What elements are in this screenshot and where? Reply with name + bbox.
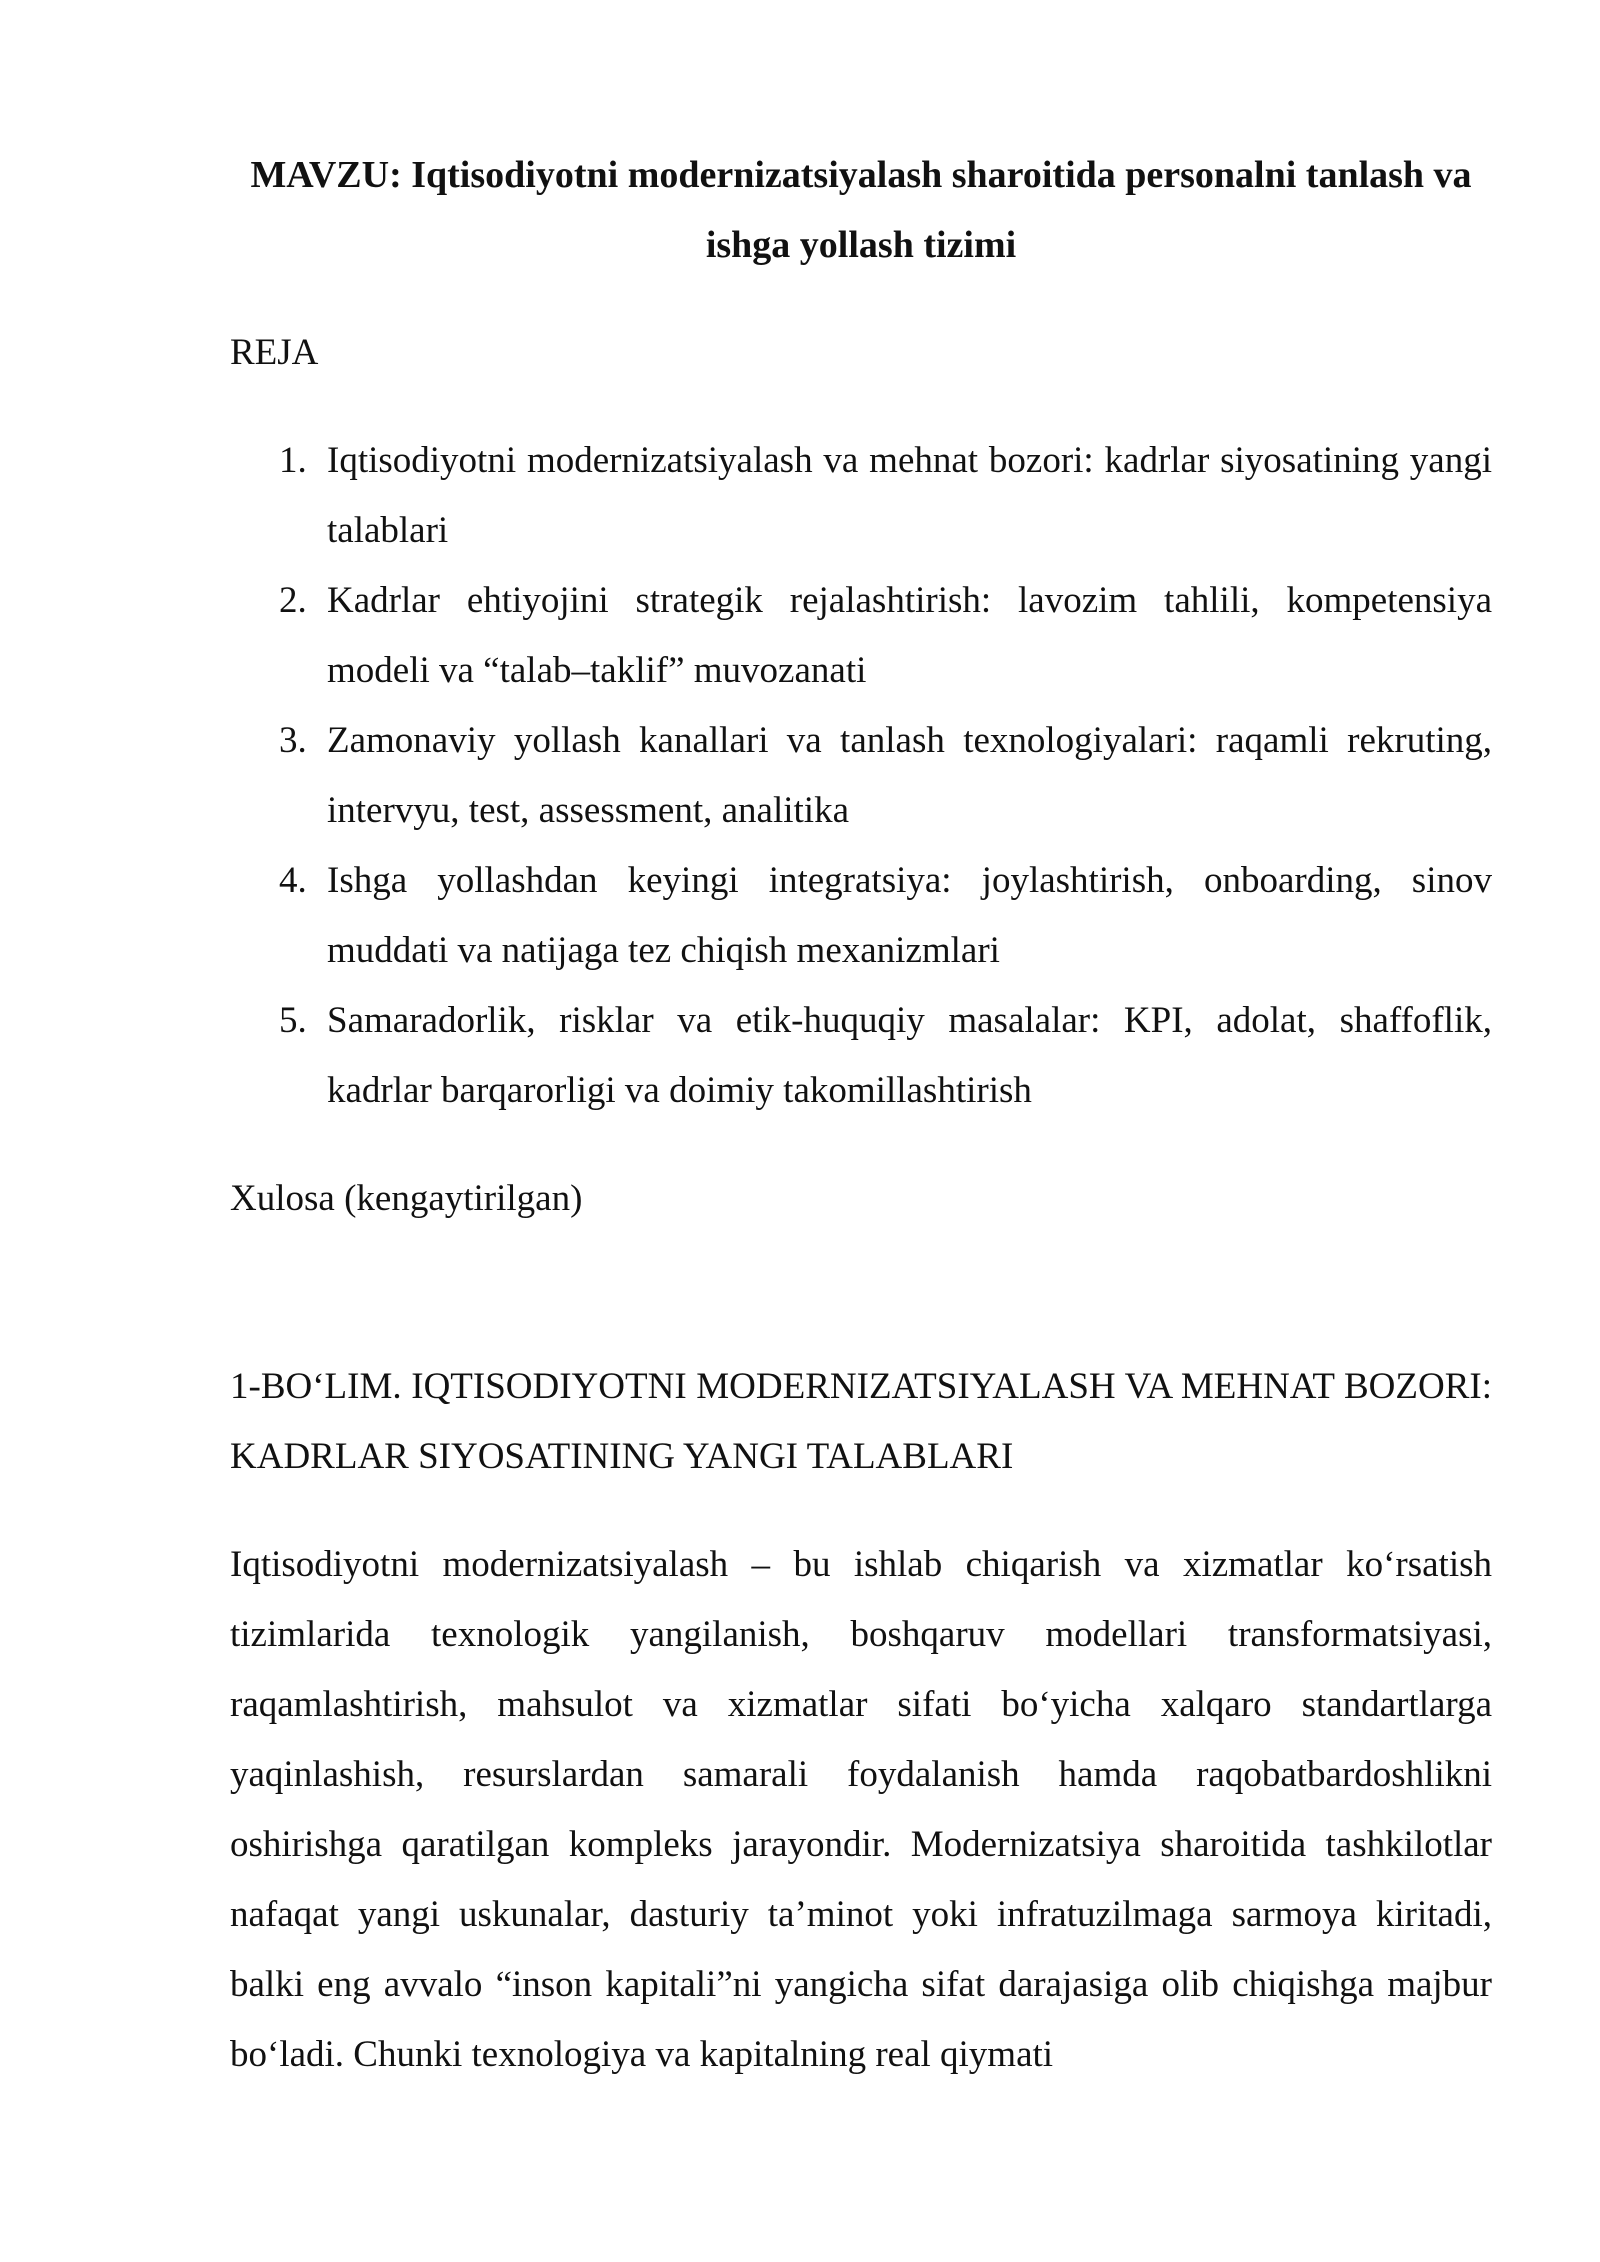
plan-item-number: 3. [279, 720, 307, 761]
plan-item-text: Kadrlar ehtiyojini strategik rejalashtirish: lavozim tahlili, kompetensiya modeli va “talab–taklif” muvozanati [327, 580, 1492, 691]
section-heading: 1-BO‘LIM. IQTISODIYOTNI MODERNIZATSIYALASH VA MEHNAT BOZORI: KADRLAR SIYOSATINING YANGI TALABLARI [230, 1366, 1492, 1477]
plan-item-text: Zamonaviy yollash kanallari va tanlash texnologiyalari: raqamli rekruting, intervyu, test, assessment, analitika [327, 720, 1492, 831]
plan-item [230, 566, 1492, 706]
body-paragraph: Iqtisodiyotni modernizatsiyalash – bu ishlab chiqarish va xizmatlar ko‘rsatish tizimlarida texnologik yangilanish, boshqaruv modellari transformatsiyasi, raqamlashtirish, mahsulot va xizmatlar sifati bo‘yicha xalqaro standartlarga yaqinlashish, resurslardan samarali foydalanish hamda raqobatbardoshlikni oshirishga qaratilgan kompleks jarayondir. Modernizatsiya sharoitida tashkilotlar nafaqat yangi uskunalar, dasturiy ta’minot yoki infratuzilmaga sarmoya kiritadi, balki eng avvalo “inson kapitali”ni yangicha sifat darajasiga olib chiqishga majbur bo‘ladi. Chunki texnologiya va kapitalning real qiymati [230, 1544, 1492, 2075]
page-content [230, 140, 1492, 2090]
plan-item-number: 5. [279, 1000, 307, 1041]
plan-item [230, 426, 1492, 566]
plan-heading: REJA [230, 332, 319, 373]
plan-item-number: 2. [279, 580, 307, 621]
plan-item-text: Ishga yollashdan keyingi integratsiya: joylashtirish, onboarding, sinov muddati va natijaga tez chiqish mexanizmlari [327, 860, 1492, 971]
plan-item [230, 986, 1492, 1126]
conclusion-label: Xulosa (kengaytirilgan) [230, 1178, 583, 1219]
plan-item [230, 706, 1492, 846]
plan-item [230, 846, 1492, 986]
plan-item-text: Samaradorlik, risklar va etik-huquqiy masalalar: KPI, adolat, shaffoflik, kadrlar barqarorligi va doimiy takomillashtirish [327, 1000, 1492, 1111]
plan-item-number: 1. [279, 440, 307, 481]
plan-list [230, 426, 1492, 1126]
plan-item-text: Iqtisodiyotni modernizatsiyalash va mehnat bozori: kadrlar siyosatining yangi talablari [327, 440, 1492, 551]
plan-item-number: 4. [279, 860, 307, 901]
document-title: MAVZU: Iqtisodiyotni modernizatsiyalash sharoitida personalni tanlash va ishga yollash tizimi [250, 154, 1472, 266]
